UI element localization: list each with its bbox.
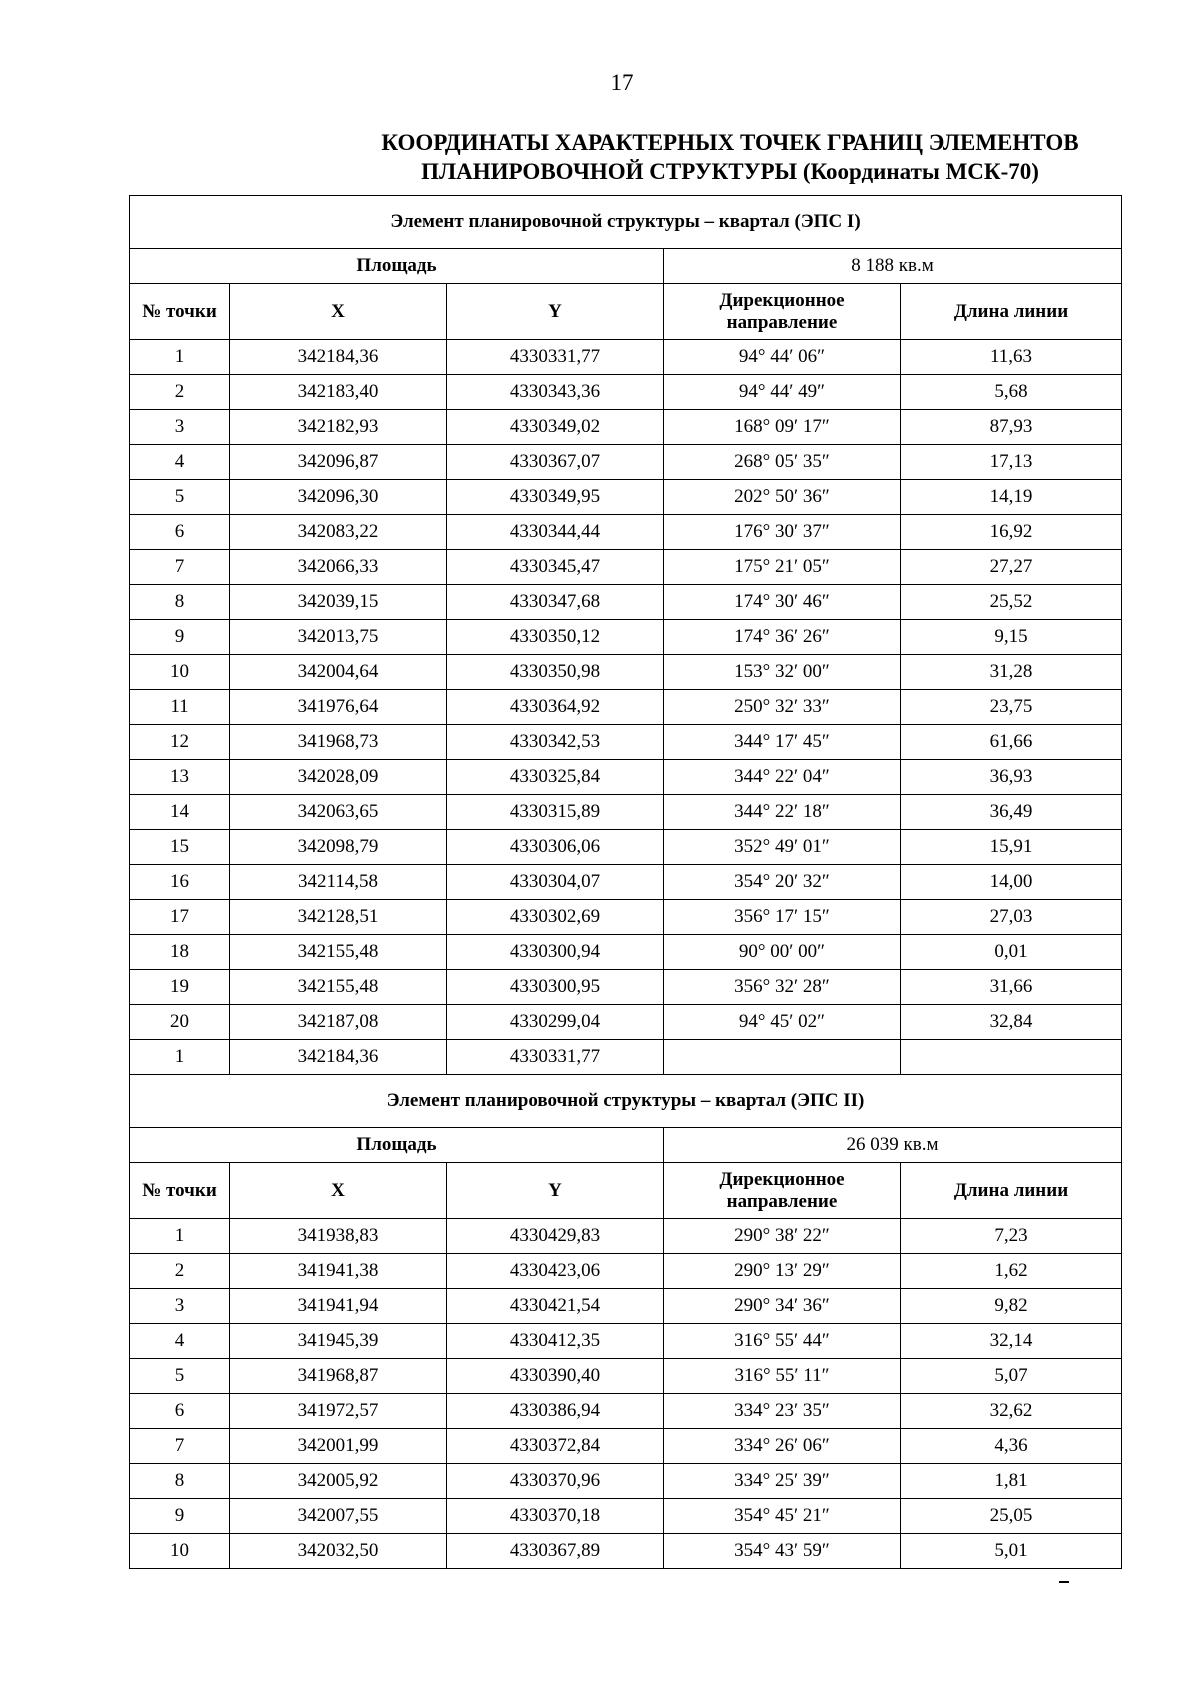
direction-cell: 174° 36′ 26″ (664, 620, 901, 655)
x-cell: 342013,75 (230, 620, 447, 655)
section-title: Элемент планировочной структуры – квартал (ЭПС I) (130, 196, 1122, 249)
direction-cell: 175° 21′ 05″ (664, 550, 901, 585)
x-cell: 342182,93 (230, 410, 447, 445)
length-cell: 0,01 (901, 935, 1122, 970)
y-cell: 4330299,04 (447, 1005, 664, 1040)
point-number-cell: 20 (130, 1005, 230, 1040)
x-cell: 342001,99 (230, 1429, 447, 1464)
point-number-cell: 3 (130, 410, 230, 445)
length-cell: 25,52 (901, 585, 1122, 620)
point-number-cell: 1 (130, 340, 230, 375)
area-value: 8 188 кв.м (664, 249, 1122, 284)
direction-cell: 356° 17′ 15″ (664, 900, 901, 935)
x-cell: 341976,64 (230, 690, 447, 725)
y-cell: 4330345,47 (447, 550, 664, 585)
table-row (130, 1219, 1122, 1254)
table-row (130, 1359, 1122, 1394)
table-row (130, 550, 1122, 585)
direction-cell: 202° 50′ 36″ (664, 480, 901, 515)
length-cell: 9,15 (901, 620, 1122, 655)
x-cell: 342128,51 (230, 900, 447, 935)
page-mark (1059, 1581, 1069, 1583)
x-cell: 342114,58 (230, 865, 447, 900)
length-cell: 27,03 (901, 900, 1122, 935)
direction-cell: 344° 22′ 04″ (664, 760, 901, 795)
direction-cell: 174° 30′ 46″ (664, 585, 901, 620)
direction-cell: 268° 05′ 35″ (664, 445, 901, 480)
table-row (130, 690, 1122, 725)
direction-cell: 94° 44′ 49″ (664, 375, 901, 410)
area-row (130, 249, 1122, 284)
title-line-2: ПЛАНИРОВОЧНОЙ СТРУКТУРЫ (Координаты МСК-70) (421, 159, 1039, 184)
x-cell: 341941,94 (230, 1289, 447, 1324)
table-row (130, 1254, 1122, 1289)
y-cell: 4330386,94 (447, 1394, 664, 1429)
length-cell: 32,62 (901, 1394, 1122, 1429)
direction-cell: 354° 43′ 59″ (664, 1534, 901, 1569)
length-cell: 31,66 (901, 970, 1122, 1005)
x-cell: 342063,65 (230, 795, 447, 830)
table-row (130, 1464, 1122, 1499)
direction-cell: 316° 55′ 11″ (664, 1359, 901, 1394)
length-cell: 14,19 (901, 480, 1122, 515)
title-line-1: КООРДИНАТЫ ХАРАКТЕРНЫХ ТОЧЕК ГРАНИЦ ЭЛЕМЕНТОВ (381, 130, 1079, 155)
length-cell: 17,13 (901, 445, 1122, 480)
y-cell: 4330429,83 (447, 1219, 664, 1254)
length-cell: 32,84 (901, 1005, 1122, 1040)
direction-cell: 344° 17′ 45″ (664, 725, 901, 760)
direction-cell: 352° 49′ 01″ (664, 830, 901, 865)
point-number-cell: 15 (130, 830, 230, 865)
table-row (130, 760, 1122, 795)
point-number-cell: 7 (130, 1429, 230, 1464)
point-number-cell: 18 (130, 935, 230, 970)
point-number-cell: 6 (130, 515, 230, 550)
table-row (130, 1289, 1122, 1324)
direction-cell: 168° 09′ 17″ (664, 410, 901, 445)
section-title: Элемент планировочной структуры – квартал (ЭПС II) (130, 1075, 1122, 1128)
point-number-cell: 8 (130, 1464, 230, 1499)
direction-cell: 94° 45′ 02″ (664, 1005, 901, 1040)
x-cell: 341968,87 (230, 1359, 447, 1394)
direction-cell: 316° 55′ 44″ (664, 1324, 901, 1359)
x-cell: 342096,30 (230, 480, 447, 515)
direction-cell: 153° 32′ 00″ (664, 655, 901, 690)
length-cell: 87,93 (901, 410, 1122, 445)
y-cell: 4330300,95 (447, 970, 664, 1005)
area-label: Площадь (130, 1128, 664, 1163)
length-cell: 15,91 (901, 830, 1122, 865)
y-cell: 4330421,54 (447, 1289, 664, 1324)
point-number-cell: 3 (130, 1289, 230, 1324)
table-row (130, 480, 1122, 515)
x-cell: 342004,64 (230, 655, 447, 690)
header-row (130, 1163, 1122, 1219)
length-cell: 1,81 (901, 1464, 1122, 1499)
length-cell: 5,01 (901, 1534, 1122, 1569)
x-cell: 342039,15 (230, 585, 447, 620)
direction-cell: 334° 23′ 35″ (664, 1394, 901, 1429)
direction-cell: 290° 38′ 22″ (664, 1219, 901, 1254)
point-number-cell: 10 (130, 1534, 230, 1569)
table-row (130, 1040, 1122, 1075)
point-number-cell: 5 (130, 480, 230, 515)
y-cell: 4330331,77 (447, 340, 664, 375)
point-number-cell: 2 (130, 1254, 230, 1289)
table-row (130, 1394, 1122, 1429)
y-cell: 4330300,94 (447, 935, 664, 970)
point-number-cell: 1 (130, 1040, 230, 1075)
table-row (130, 725, 1122, 760)
point-number-cell: 4 (130, 1324, 230, 1359)
x-cell: 342184,36 (230, 1040, 447, 1075)
header-direction: Дирекционное направление (664, 284, 901, 340)
direction-cell: 344° 22′ 18″ (664, 795, 901, 830)
table-row (130, 970, 1122, 1005)
section-title-row (130, 1075, 1122, 1128)
table-row (130, 1534, 1122, 1569)
x-cell: 342155,48 (230, 970, 447, 1005)
x-cell: 342028,09 (230, 760, 447, 795)
document-title (260, 128, 1200, 186)
section-title-row (130, 196, 1122, 249)
point-number-cell: 9 (130, 1499, 230, 1534)
area-row (130, 1128, 1122, 1163)
y-cell: 4330342,53 (447, 725, 664, 760)
header-y: Y (447, 284, 664, 340)
point-number-cell: 11 (130, 690, 230, 725)
page-number: 17 (610, 70, 634, 95)
y-cell: 4330344,44 (447, 515, 664, 550)
header-x: X (230, 1163, 447, 1219)
header-y: Y (447, 1163, 664, 1219)
point-number-cell: 16 (130, 865, 230, 900)
point-number-cell: 1 (130, 1219, 230, 1254)
table-row (130, 515, 1122, 550)
length-cell: 11,63 (901, 340, 1122, 375)
header-point-number: № точки (130, 1163, 230, 1219)
header-length: Длина линии (901, 284, 1122, 340)
point-number-cell: 10 (130, 655, 230, 690)
x-cell: 342096,87 (230, 445, 447, 480)
table-row (130, 410, 1122, 445)
length-cell (901, 1040, 1122, 1075)
x-cell: 342155,48 (230, 935, 447, 970)
x-cell: 341968,73 (230, 725, 447, 760)
length-cell: 31,28 (901, 655, 1122, 690)
table-row (130, 1005, 1122, 1040)
point-number-cell: 7 (130, 550, 230, 585)
length-cell: 1,62 (901, 1254, 1122, 1289)
point-number-cell: 6 (130, 1394, 230, 1429)
direction-cell: 176° 30′ 37″ (664, 515, 901, 550)
header-row (130, 284, 1122, 340)
length-cell: 14,00 (901, 865, 1122, 900)
length-cell: 32,14 (901, 1324, 1122, 1359)
direction-cell: 94° 44′ 06″ (664, 340, 901, 375)
length-cell: 5,68 (901, 375, 1122, 410)
point-number-cell: 9 (130, 620, 230, 655)
length-cell: 36,49 (901, 795, 1122, 830)
y-cell: 4330349,02 (447, 410, 664, 445)
x-cell: 342066,33 (230, 550, 447, 585)
y-cell: 4330367,07 (447, 445, 664, 480)
table-row (130, 865, 1122, 900)
x-cell: 341972,57 (230, 1394, 447, 1429)
direction-cell: 250° 32′ 33″ (664, 690, 901, 725)
length-cell: 23,75 (901, 690, 1122, 725)
y-cell: 4330302,69 (447, 900, 664, 935)
x-cell: 342032,50 (230, 1534, 447, 1569)
table-row (130, 795, 1122, 830)
point-number-cell: 19 (130, 970, 230, 1005)
direction-cell: 356° 32′ 28″ (664, 970, 901, 1005)
x-cell: 341938,83 (230, 1219, 447, 1254)
direction-cell: 354° 20′ 32″ (664, 865, 901, 900)
table-row (130, 585, 1122, 620)
table-row (130, 620, 1122, 655)
point-number-cell: 17 (130, 900, 230, 935)
y-cell: 4330350,98 (447, 655, 664, 690)
direction-cell: 354° 45′ 21″ (664, 1499, 901, 1534)
table-row (130, 340, 1122, 375)
direction-cell (664, 1040, 901, 1075)
length-cell: 27,27 (901, 550, 1122, 585)
y-cell: 4330306,06 (447, 830, 664, 865)
y-cell: 4330331,77 (447, 1040, 664, 1075)
table-row (130, 375, 1122, 410)
y-cell: 4330350,12 (447, 620, 664, 655)
length-cell: 25,05 (901, 1499, 1122, 1534)
y-cell: 4330325,84 (447, 760, 664, 795)
x-cell: 342184,36 (230, 340, 447, 375)
y-cell: 4330315,89 (447, 795, 664, 830)
y-cell: 4330367,89 (447, 1534, 664, 1569)
table-row (130, 445, 1122, 480)
point-number-cell: 12 (130, 725, 230, 760)
header-length: Длина линии (901, 1163, 1122, 1219)
y-cell: 4330349,95 (447, 480, 664, 515)
table-row (130, 900, 1122, 935)
length-cell: 7,23 (901, 1219, 1122, 1254)
x-cell: 342183,40 (230, 375, 447, 410)
direction-cell: 90° 00′ 00″ (664, 935, 901, 970)
y-cell: 4330423,06 (447, 1254, 664, 1289)
point-number-cell: 8 (130, 585, 230, 620)
table-row (130, 1499, 1122, 1534)
y-cell: 4330390,40 (447, 1359, 664, 1394)
table-row (130, 830, 1122, 865)
table-row (130, 935, 1122, 970)
header-direction: Дирекционное направление (664, 1163, 901, 1219)
x-cell: 342005,92 (230, 1464, 447, 1499)
length-cell: 16,92 (901, 515, 1122, 550)
x-cell: 342098,79 (230, 830, 447, 865)
point-number-cell: 2 (130, 375, 230, 410)
length-cell: 5,07 (901, 1359, 1122, 1394)
y-cell: 4330304,07 (447, 865, 664, 900)
point-number-cell: 14 (130, 795, 230, 830)
y-cell: 4330347,68 (447, 585, 664, 620)
x-cell: 342187,08 (230, 1005, 447, 1040)
x-cell: 342007,55 (230, 1499, 447, 1534)
direction-cell: 290° 34′ 36″ (664, 1289, 901, 1324)
y-cell: 4330372,84 (447, 1429, 664, 1464)
header-point-number: № точки (130, 284, 230, 340)
length-cell: 9,82 (901, 1289, 1122, 1324)
x-cell: 342083,22 (230, 515, 447, 550)
x-cell: 341941,38 (230, 1254, 447, 1289)
header-x: X (230, 284, 447, 340)
direction-cell: 334° 25′ 39″ (664, 1464, 901, 1499)
table-row (130, 655, 1122, 690)
y-cell: 4330370,96 (447, 1464, 664, 1499)
point-number-cell: 5 (130, 1359, 230, 1394)
y-cell: 4330343,36 (447, 375, 664, 410)
direction-cell: 334° 26′ 06″ (664, 1429, 901, 1464)
coordinates-table (129, 195, 1122, 1569)
point-number-cell: 4 (130, 445, 230, 480)
table-row (130, 1324, 1122, 1359)
y-cell: 4330364,92 (447, 690, 664, 725)
x-cell: 341945,39 (230, 1324, 447, 1359)
length-cell: 36,93 (901, 760, 1122, 795)
point-number-cell: 13 (130, 760, 230, 795)
direction-cell: 290° 13′ 29″ (664, 1254, 901, 1289)
length-cell: 4,36 (901, 1429, 1122, 1464)
length-cell: 61,66 (901, 725, 1122, 760)
area-label: Площадь (130, 249, 664, 284)
y-cell: 4330412,35 (447, 1324, 664, 1359)
table-row (130, 1429, 1122, 1464)
y-cell: 4330370,18 (447, 1499, 664, 1534)
area-value: 26 039 кв.м (664, 1128, 1122, 1163)
